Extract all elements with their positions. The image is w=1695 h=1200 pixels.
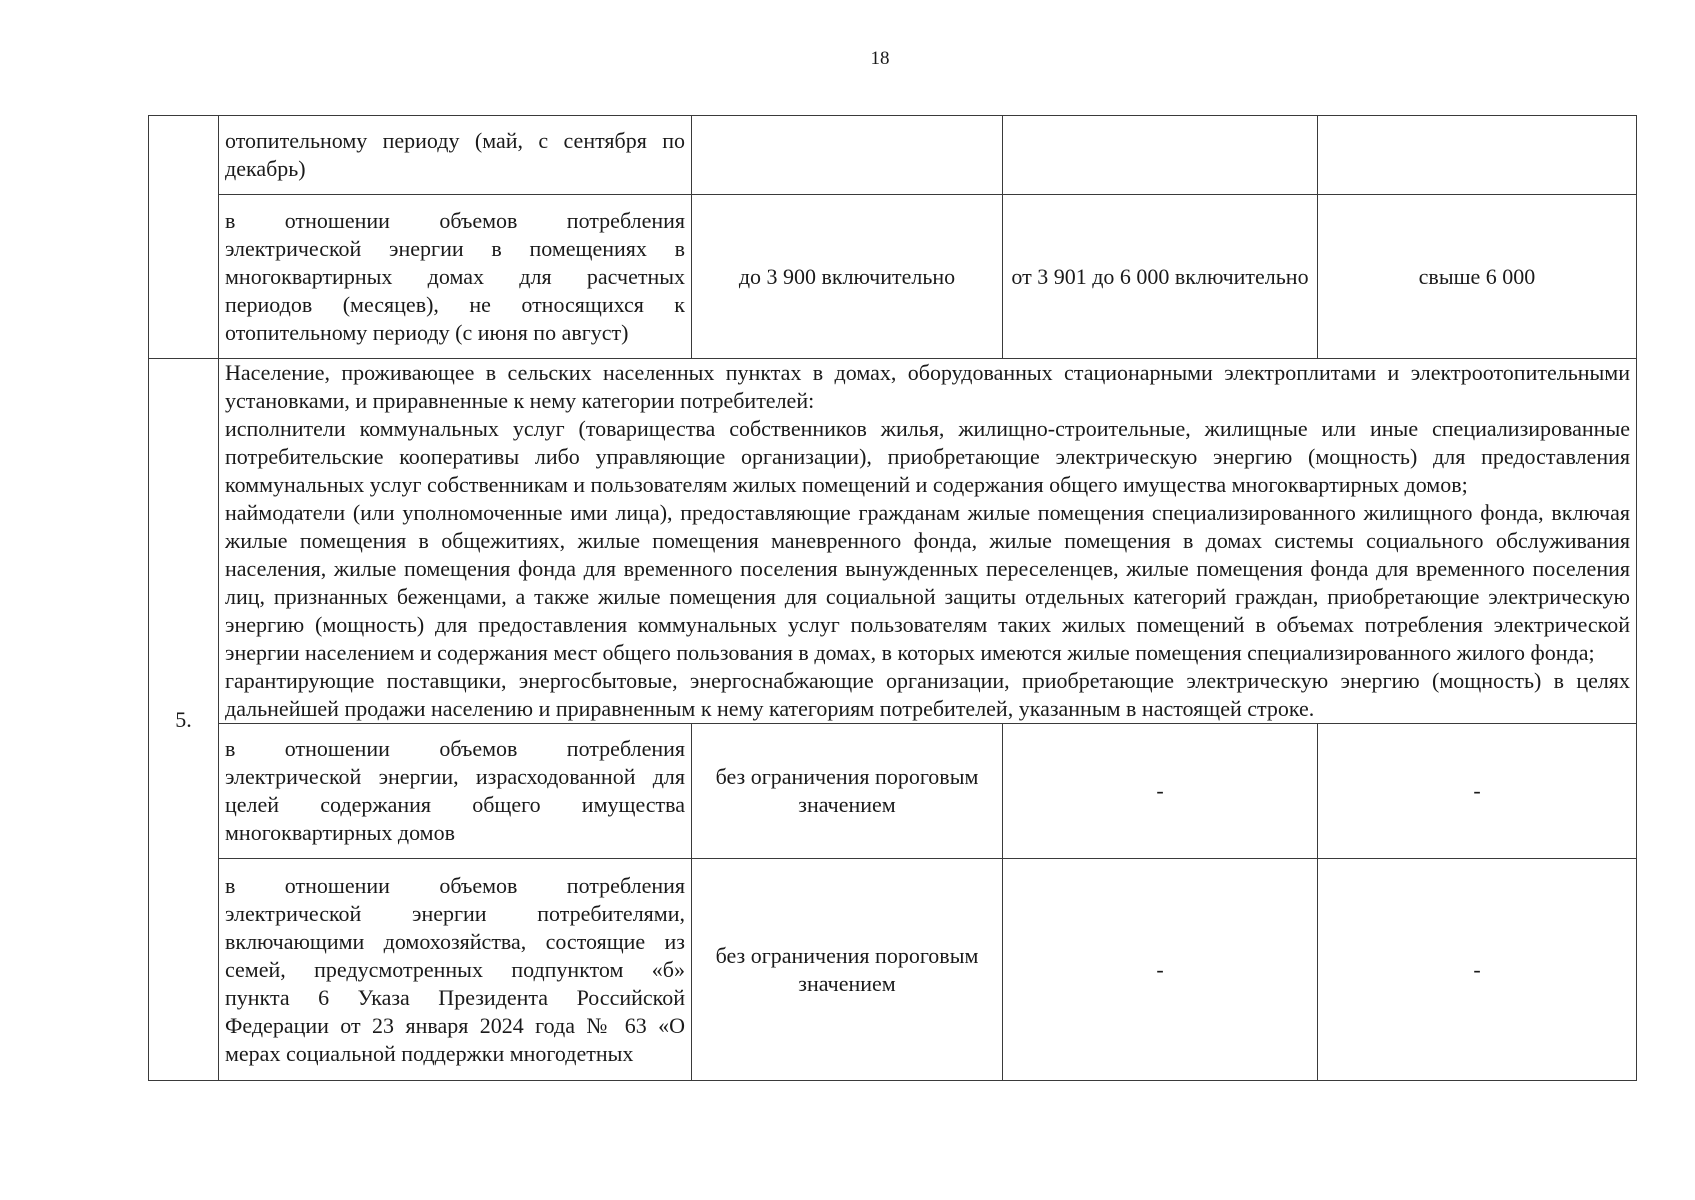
table-row: [149, 195, 1637, 359]
threshold-cell: без ограничения пороговым значением: [692, 724, 1003, 859]
threshold-cell: [692, 116, 1003, 195]
threshold-cell: до 3 900 включительно: [692, 195, 1003, 359]
row-description: в отношении объемов потребления электрической энергии потребителями, включающими домохозяйства, состоящие из семей, предусмотренных подпунктом «б» пункта 6 Указа Президента Российской Федерации от 23 января 2024 года № 63 «О мерах социальной поддержки многодетных: [219, 859, 692, 1081]
threshold-cell: без ограничения пороговым значением: [692, 859, 1003, 1081]
table-row: [149, 859, 1637, 1081]
section-number: 5.: [149, 359, 219, 1081]
section-paragraph: исполнители коммунальных услуг (товарищества собственников жилья, жилищно-строительные, жилищные или иные специализированные потребительские кооперативы либо управляющие организации), приобретающие электрическую энергию (мощность) для предоставления коммунальных услуг собственникам и пользователям жилых помещений и содержания общего имущества многоквартирных домов;: [225, 416, 1630, 497]
row-number-cell: [149, 116, 219, 359]
page-number: 18: [870, 48, 890, 69]
table-row: [149, 116, 1637, 195]
tariff-table: [148, 115, 1637, 1081]
section-header-row: [149, 359, 1637, 724]
threshold-cell: -: [1318, 724, 1637, 859]
section-paragraph: наймодатели (или уполномоченные ими лица), предоставляющие гражданам жилые помещения специализированного жилищного фонда, включая жилые помещения в общежитиях, жилые помещения маневренного фонда, жилые помещения в домах системы социального обслуживания населения, жилые помещения фонда для временного поселения вынужденных переселенцев, жилые помещения фонда для временного поселения лиц, признанных беженцами, а также жилые помещения для социальной защиты отдельных категорий граждан, приобретающие электрическую энергию (мощность) для предоставления коммунальных услуг пользователям таких жилых помещений в объемах потребления электрической энергии населением и содержания мест общего пользования в домах, в которых имеются жилые помещения специализированного жилого фонда;: [225, 500, 1630, 665]
row-description: в отношении объемов потребления электрической энергии, израсходованной для целей содержания общего имущества многоквартирных домов: [219, 724, 692, 859]
threshold-cell: [1318, 116, 1637, 195]
threshold-cell: свыше 6 000: [1318, 195, 1637, 359]
threshold-cell: [1003, 116, 1318, 195]
threshold-cell: -: [1318, 859, 1637, 1081]
section-description: [219, 359, 1637, 724]
section-paragraph: гарантирующие поставщики, энергосбытовые, энергоснабжающие организации, приобретающие электрическую энергию (мощность) в целях дальнейшей продажи населению и приравненным к нему категориям потребителей, указанным в настоящей строке.: [225, 668, 1630, 721]
section-paragraph: Население, проживающее в сельских населенных пунктах в домах, оборудованных стационарными электроплитами и электроотопительными установками, и приравненные к нему категории потребителей:: [225, 360, 1630, 413]
row-description: отопительному периоду (май, с сентября по декабрь): [219, 116, 692, 195]
threshold-cell: -: [1003, 724, 1318, 859]
table-row: [149, 724, 1637, 859]
threshold-cell: -: [1003, 859, 1318, 1081]
row-description: в отношении объемов потребления электрической энергии в помещениях в многоквартирных домах для расчетных периодов (месяцев), не относящихся к отопительному периоду (с июня по август): [219, 195, 692, 359]
threshold-cell: от 3 901 до 6 000 включительно: [1003, 195, 1318, 359]
